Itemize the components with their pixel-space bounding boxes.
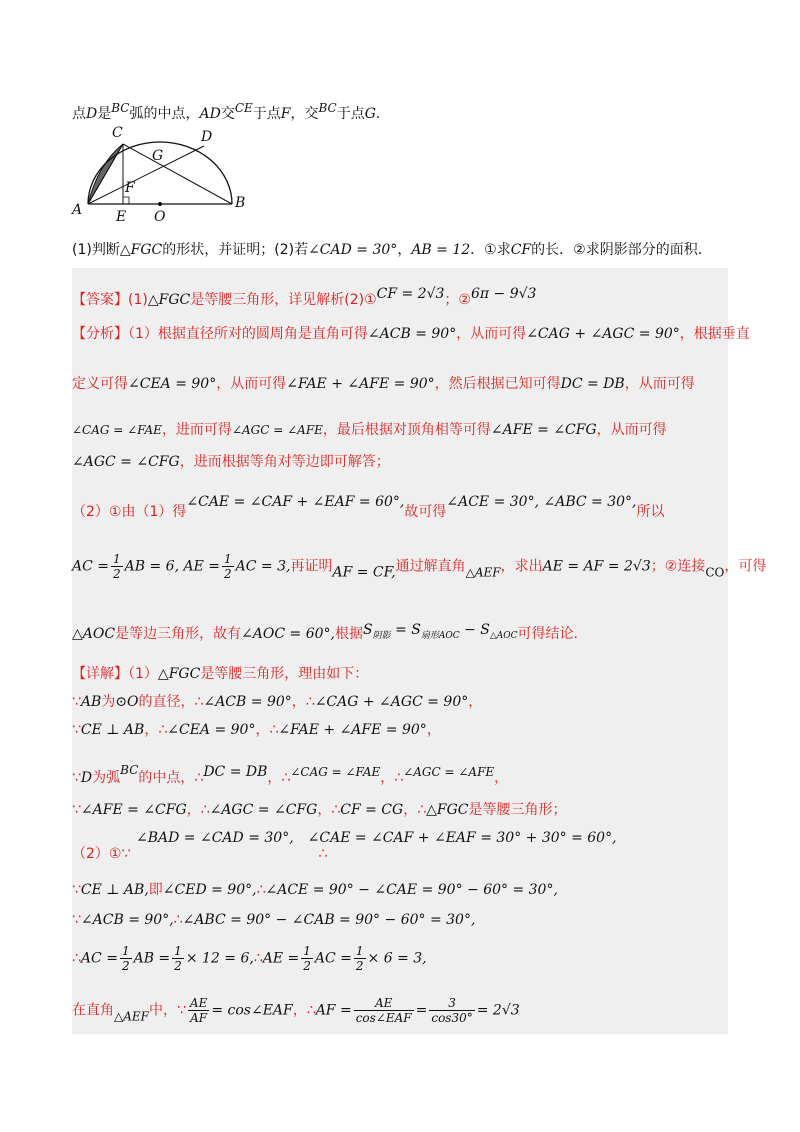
question-math: △FGC <box>119 242 163 258</box>
detail-math: = <box>415 1002 428 1019</box>
analysis-text: 再证明 <box>290 558 333 575</box>
analysis-line-7 <box>72 620 578 646</box>
detail-text: ∵ <box>72 770 81 786</box>
analysis-text: 所以 <box>636 504 665 520</box>
analysis-text: ；②连接 <box>650 558 706 575</box>
answer-math: △FGC <box>147 292 191 308</box>
detail-text: ， <box>267 770 282 786</box>
detail-math: ∠CAG = ∠FAE <box>290 765 381 779</box>
label-f: F <box>125 180 135 196</box>
detail-math: CF = CG <box>340 802 404 818</box>
intro-math: CE <box>234 101 253 115</box>
answer-math: CF = 2√3 <box>376 286 445 302</box>
analysis-math: CO <box>705 565 725 580</box>
analysis-math: AF = CF, <box>332 564 396 581</box>
detail-math: ∠CAG + ∠AGC = 90° <box>314 694 469 710</box>
detail-math: AE = <box>262 950 300 967</box>
analysis-text: 是等边三角形，故有 <box>115 626 242 642</box>
intro-text: 点 <box>72 106 86 122</box>
intro-math: D <box>86 106 98 122</box>
fraction-den: 2 <box>113 567 121 581</box>
analysis-math: − S <box>459 622 490 638</box>
detail-text: ， <box>403 802 418 818</box>
detail-math: ∠ACE = 90° − ∠CAE = 90° − 60° = 30°, <box>265 882 558 898</box>
question-line <box>72 240 712 260</box>
analysis-text: ，进而可得 <box>161 422 232 438</box>
fraction <box>301 944 313 973</box>
analysis-math: ∠CAG + ∠AGC = 90° <box>526 326 680 342</box>
detail-text: ， <box>255 722 270 738</box>
detail-text: ∵ <box>72 912 81 928</box>
detail-text: ∴ <box>318 846 328 862</box>
detail-math: ⊙O <box>115 694 139 710</box>
answer-tag: 【答案】 <box>72 292 128 308</box>
detail-text: ∴ <box>256 882 266 898</box>
detail-math: CE ⊥ AB <box>80 722 145 738</box>
detail-text: 是等腰三角形； <box>468 802 567 818</box>
detail-text: ∵ <box>72 694 81 710</box>
detail-line-1 <box>72 664 368 684</box>
detail-text: ∴ <box>417 802 427 818</box>
detail-text: ， <box>292 1002 307 1019</box>
area-formula <box>363 622 518 641</box>
fraction-den: 2 <box>224 567 232 581</box>
analysis-text: ，进而根据等角对等边即可解答； <box>179 454 390 470</box>
fraction <box>354 996 414 1025</box>
fraction-num: 1 <box>355 944 364 958</box>
detail-math: ∠FAE + ∠AFE = 90° <box>278 722 427 738</box>
fraction-num: 3 <box>429 996 474 1011</box>
detail-math: △FGC <box>157 666 201 682</box>
fraction <box>120 944 132 973</box>
fraction-den: AF <box>190 1011 208 1025</box>
detail-text: ∴ <box>305 694 315 710</box>
chord-cb <box>123 144 232 204</box>
detail-text: （1） <box>128 666 158 682</box>
fraction-den: 2 <box>303 959 311 973</box>
fraction-num: 1 <box>113 552 121 566</box>
detail-line-3 <box>72 720 441 740</box>
detail-text: ∴ <box>331 802 341 818</box>
detail-line-9 <box>72 910 475 930</box>
detail-math: ∠AFE = ∠CFG <box>80 802 187 818</box>
detail-math: × 6 = 3, <box>367 950 427 967</box>
detail-text: ， <box>144 722 159 738</box>
analysis-math: ∠AFE = ∠CFG <box>490 422 597 438</box>
detail-text: ∴ <box>173 912 183 928</box>
detail-text: ∴ <box>394 770 404 786</box>
fraction-den: 2 <box>174 959 182 973</box>
analysis-math: ∠CEA = 90° <box>128 376 217 392</box>
detail-math: BC <box>120 763 139 777</box>
fraction-num: 1 <box>121 944 130 958</box>
analysis-text: 通过解直角 <box>395 558 466 575</box>
detail-text: ∴ <box>194 694 204 710</box>
analysis-text: ，根据垂直 <box>679 326 750 342</box>
fraction <box>429 996 474 1025</box>
detail-line-4 <box>72 760 508 788</box>
analysis-math: DC = DB <box>560 376 625 392</box>
fraction-num: AE <box>354 996 414 1011</box>
label-c: C <box>112 125 123 141</box>
fraction-num: 1 <box>303 944 311 958</box>
detail-text: 的中点， <box>138 770 195 786</box>
detail-text: ， <box>186 802 201 818</box>
detail-text: ， <box>426 722 441 738</box>
analysis-line-2 <box>72 374 695 394</box>
detail-text: 为弧 <box>92 770 121 786</box>
analysis-math: △AEF <box>465 565 501 580</box>
analysis-math: ∠CAG = ∠FAE <box>72 423 162 437</box>
center-dot <box>158 202 162 206</box>
analysis-text: ，最后根据对顶角相等可得 <box>322 422 491 438</box>
detail-line-2 <box>72 692 482 712</box>
intro-text: 于点 <box>252 106 281 122</box>
question-text: 的形状，并证明；(2)若 <box>162 242 309 258</box>
answer-text: 是等腰三角形，详见解析(2)① <box>190 292 377 308</box>
detail-math: AB <box>80 694 102 710</box>
analysis-line-3 <box>72 420 667 440</box>
detail-math: = 2√3 <box>476 1002 520 1019</box>
analysis-text: ，可得 <box>724 558 767 575</box>
fraction <box>172 944 184 973</box>
detail-math: ∠ACB = 90°, <box>80 912 174 928</box>
label-d: D <box>201 129 213 145</box>
detail-line-7 <box>72 844 327 864</box>
subscript: 扇形AOC <box>420 630 460 641</box>
intro-math: AD <box>199 106 221 122</box>
detail-math: ∠CEA = 90° <box>167 722 256 738</box>
detail-math: ∠ABC = 90° − ∠CAB = 90° − 60° = 30°, <box>182 912 476 928</box>
subscript: △AOC <box>489 630 518 641</box>
analysis-math: ∠AGC = ∠AFE <box>231 423 323 437</box>
analysis-text: ，从而可得 <box>216 376 287 392</box>
analysis-math: △AOC <box>72 626 116 642</box>
detail-text: ∵ <box>72 722 81 738</box>
label-a: A <box>72 202 83 218</box>
analysis-math: ∠AOC = 60°, <box>241 626 336 642</box>
intro-math: BC <box>111 101 130 115</box>
intro-math: G <box>364 106 376 122</box>
detail-line-11 <box>72 996 520 1027</box>
analysis-text: ，从而可得 <box>596 422 667 438</box>
subscript: 阴影 <box>372 630 391 641</box>
question-text: (1)判断 <box>72 242 120 258</box>
question-math: AB = 12 <box>411 242 471 258</box>
analysis-math: S <box>363 622 373 638</box>
detail-text: ∴ <box>269 722 279 738</box>
detail-tag: 【详解】 <box>72 666 128 682</box>
detail-math: AF = <box>315 1002 352 1019</box>
fraction-den: 2 <box>355 959 364 973</box>
detail-text: ∴ <box>306 1002 316 1019</box>
detail-math: ∠CED = 90°, <box>162 882 257 898</box>
detail-math: × 12 = 6, <box>185 950 254 967</box>
detail-text: ， <box>468 694 483 710</box>
geometry-figure <box>68 124 258 224</box>
analysis-line-6 <box>72 552 766 583</box>
detail-math: △FGC <box>426 802 469 818</box>
intro-line <box>72 98 380 124</box>
analysis-math: = S <box>390 622 421 638</box>
analysis-text: 根据 <box>335 626 364 642</box>
intro-text: 弧的中点， <box>129 106 200 122</box>
intro-math: F <box>280 106 291 122</box>
analysis-text: ，从而可得 <box>624 376 695 392</box>
analysis-text: （1）根据直径所对的圆周角是直角可得 <box>128 326 368 342</box>
detail-line-5 <box>72 800 567 820</box>
question-text: ．①求 <box>470 242 511 258</box>
detail-math: AC = <box>314 950 352 967</box>
detail-math: ∠ACB = 90° <box>203 694 292 710</box>
detail-text: ∵ <box>176 1002 186 1019</box>
analysis-text: ，从而可得 <box>456 326 527 342</box>
detail-math: AB = <box>133 950 171 967</box>
detail-text: ∵ <box>72 882 81 898</box>
detail-text: 是等腰三角形，理由如下： <box>200 666 369 682</box>
detail-text: 的直径， <box>138 694 195 710</box>
detail-text: 为 <box>101 694 116 710</box>
analysis-math: AB = 6, AE = <box>124 558 221 575</box>
detail-math: CE ⊥ AB, <box>80 882 149 898</box>
analysis-math: ∠AGC = ∠CFG <box>72 454 180 470</box>
analysis-math: AC = <box>72 558 110 575</box>
question-text: 的长．②求阴影部分的面积． <box>531 242 712 258</box>
detail-math: ∠AGC = ∠AFE <box>403 765 495 779</box>
fraction <box>222 552 234 581</box>
intro-text: ，交 <box>290 106 319 122</box>
fraction <box>111 552 123 581</box>
detail-text: ∴ <box>158 722 168 738</box>
answer-math: 6π − 9√3 <box>470 286 537 302</box>
intro-text: 是 <box>97 106 112 122</box>
analysis-text: 可得结论. <box>517 626 578 642</box>
detail-math: ∠BAD = ∠CAD = 30°, <box>136 830 294 846</box>
intro-text: 交 <box>220 106 235 122</box>
detail-text: ， <box>317 802 332 818</box>
answer-text: ；② <box>444 292 471 308</box>
label-b: B <box>235 195 246 211</box>
fraction-den: cos30° <box>431 1011 473 1025</box>
detail-math: AC = <box>80 950 118 967</box>
analysis-text: ，然后根据已知可得 <box>434 376 561 392</box>
detail-text: ， <box>380 770 395 786</box>
fraction <box>354 944 366 973</box>
detail-math: ∠AGC = ∠CFG <box>209 802 318 818</box>
detail-text: ∴ <box>281 770 291 786</box>
answer-line <box>72 284 536 310</box>
label-e: E <box>116 209 127 224</box>
analysis-line-4 <box>72 452 390 472</box>
detail-text: 中， <box>148 1002 177 1019</box>
label-o: O <box>154 209 166 224</box>
detail-text: ∴ <box>72 950 81 967</box>
label-g: G <box>152 148 164 164</box>
detail-text: （2）①∵ <box>72 846 131 862</box>
question-text: ， <box>397 242 412 258</box>
analysis-math: ∠ACB = 90° <box>367 326 457 342</box>
fraction-num: AE <box>189 996 208 1010</box>
analysis-math: ∠FAE + ∠AFE = 90° <box>286 376 435 392</box>
detail-text: ∴ <box>253 950 263 967</box>
intro-math: BC <box>318 101 337 115</box>
detail-text: 在直角 <box>72 1002 114 1019</box>
detail-text: ∵ <box>72 802 81 818</box>
detail-text: 即 <box>148 882 163 898</box>
intro-text: . <box>375 106 381 122</box>
analysis-text: （2）①由（1）得 <box>72 504 187 520</box>
analysis-text: ，求出 <box>500 558 543 575</box>
detail-text: ， <box>494 770 509 786</box>
analysis-text: 故可得 <box>404 504 447 520</box>
analysis-math: AE = AF = 2√3 <box>542 558 651 575</box>
answer-text: (1) <box>128 292 148 308</box>
detail-text: ∴ <box>200 802 210 818</box>
fraction-num: 1 <box>174 944 182 958</box>
detail-math: DC = DB <box>203 764 268 780</box>
question-math: ∠CAD = 30° <box>308 242 398 258</box>
detail-text: ∴ <box>194 770 204 786</box>
question-math: CF <box>510 242 532 258</box>
analysis-math: AC = 3, <box>235 558 291 575</box>
fraction-den: cos∠EAF <box>355 1011 412 1025</box>
analysis-math: ∠CAE = ∠CAF + ∠EAF = 60°, <box>186 494 405 510</box>
analysis-math: ∠ACE = 30°, ∠ABC = 30°, <box>446 494 637 510</box>
detail-text: ， <box>291 694 306 710</box>
fraction-num: 1 <box>224 552 232 566</box>
detail-line-10 <box>72 944 427 973</box>
analysis-line-1 <box>72 324 750 344</box>
detail-math: = cos∠EAF <box>211 1002 293 1019</box>
fraction-den: 2 <box>121 959 130 973</box>
detail-math: ∠CAE = ∠CAF + ∠EAF = 30° + 30° = 60°, <box>307 830 617 846</box>
intro-text: 于点 <box>336 106 365 122</box>
right-angle-mark <box>123 197 129 204</box>
fraction <box>188 996 209 1025</box>
analysis-line-5 <box>72 492 664 522</box>
analysis-tag: 【分析】 <box>72 326 128 342</box>
detail-line-8 <box>72 880 558 900</box>
detail-math: △AEF <box>114 1009 149 1024</box>
analysis-text: 定义可得 <box>72 376 128 392</box>
detail-math: D <box>80 770 93 786</box>
